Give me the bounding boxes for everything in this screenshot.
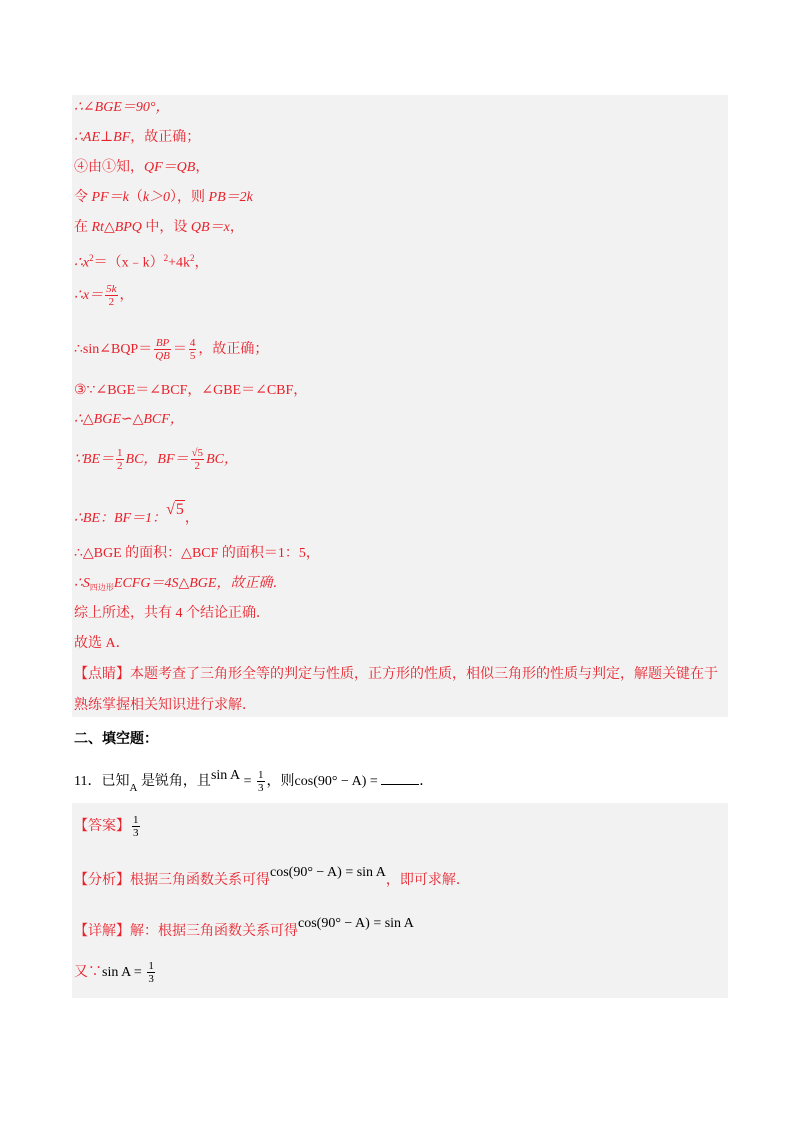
analysis-line: 【分析】根据三角函数关系可得cos(90° − A) = sin A，即可求解． xyxy=(74,865,470,888)
solution-line-4: 令 PF＝k（k＞0），则 PB＝2k xyxy=(74,190,253,205)
sin-a-expr: sin A xyxy=(210,768,241,783)
question-11: 11．已知$_A$ 是锐角，且sin A = $\frac{1}{3}$ ，则cos(90° − A) = ． xyxy=(74,768,434,795)
solution-line-8: ∴sin∠BQP＝ $\frac{BP}{QB}$ ＝ $\frac{4}{5}$ ，故正确； xyxy=(74,337,269,363)
solution-line-15: 综上所述，共有 4 个结论正确． xyxy=(74,606,270,621)
detail-line-2: 又∵sin A = $\frac{1}{3}$ xyxy=(74,960,154,986)
detail-fraction-1-over-3: $\frac{1}{3}$ xyxy=(148,960,154,986)
solution-line-18: 熟练掌握相关知识进行求解． xyxy=(74,698,256,713)
sqrt-5: √5 xyxy=(166,501,184,518)
solution-line-1: ∴∠BGE＝90°， xyxy=(74,100,170,115)
solution-line-6: $\therefore x^2=(x﹣k)^2+4k^2$， xyxy=(74,253,209,271)
fraction-1-over-2: $\frac{1}{2}$ xyxy=(117,447,123,473)
solution-line-5: 在 Rt△BPQ 中，设 QB＝x， xyxy=(74,220,244,235)
answer-line: 【答案】 $\frac{1}{3}$ xyxy=(74,814,139,840)
fraction-4-over-5: $\frac{4}{5}$ xyxy=(189,337,196,363)
solution-line-3: ④由①知，QF＝QB， xyxy=(74,160,210,175)
solution-line-11: ∵BE＝ $\frac{1}{2}$ BC，BF＝ $\frac{√5}{2}$ BC， xyxy=(74,447,238,473)
fraction-bp-over-qb: $\frac{BP}{QB}$ xyxy=(155,337,170,363)
answer-fraction: $\frac{1}{3}$ xyxy=(133,814,139,840)
solution-line-17: 【点睛】本题考查了三角形全等的判定与性质，正方形的性质，相似三角形的性质与判定，解题关键在于 xyxy=(74,667,718,682)
fraction-5k-over-2: $\frac{5k}{2}$ xyxy=(106,283,117,309)
solution-line-9: ③∵∠BGE＝∠BCF，∠GBE＝∠CBF， xyxy=(74,383,308,398)
solution-line-10: ∴△BGE∽△BCF， xyxy=(74,412,184,427)
section-title: 二、填空题： xyxy=(74,731,158,747)
fraction-sqrt5-over-2: $\frac{√5}{2}$ xyxy=(191,447,204,473)
solution-line-2: ∴AE⊥BF，故正确； xyxy=(74,130,201,145)
solution-line-12: ∴BE：BF＝1：√5， xyxy=(74,496,199,533)
solution-line-7: ∴x＝ $\frac{5k}{2}$ ， xyxy=(74,283,134,309)
solution-line-16: 故选 A． xyxy=(74,636,130,651)
detail-line: 【详解】解：根据三角函数关系可得cos(90° − A) = sin A xyxy=(74,916,414,939)
solution-line-14: $\therefore S_{四边形}ECFG=4S\triangle BGE$，故正确． xyxy=(74,576,287,592)
answer-panel xyxy=(72,803,728,998)
solution-line-13: ∴△BGE 的面积：△BCF 的面积＝1：5， xyxy=(74,546,320,561)
answer-blank[interactable] xyxy=(381,772,419,785)
fraction-1-over-3: $\frac{1}{3}$ xyxy=(258,769,264,795)
